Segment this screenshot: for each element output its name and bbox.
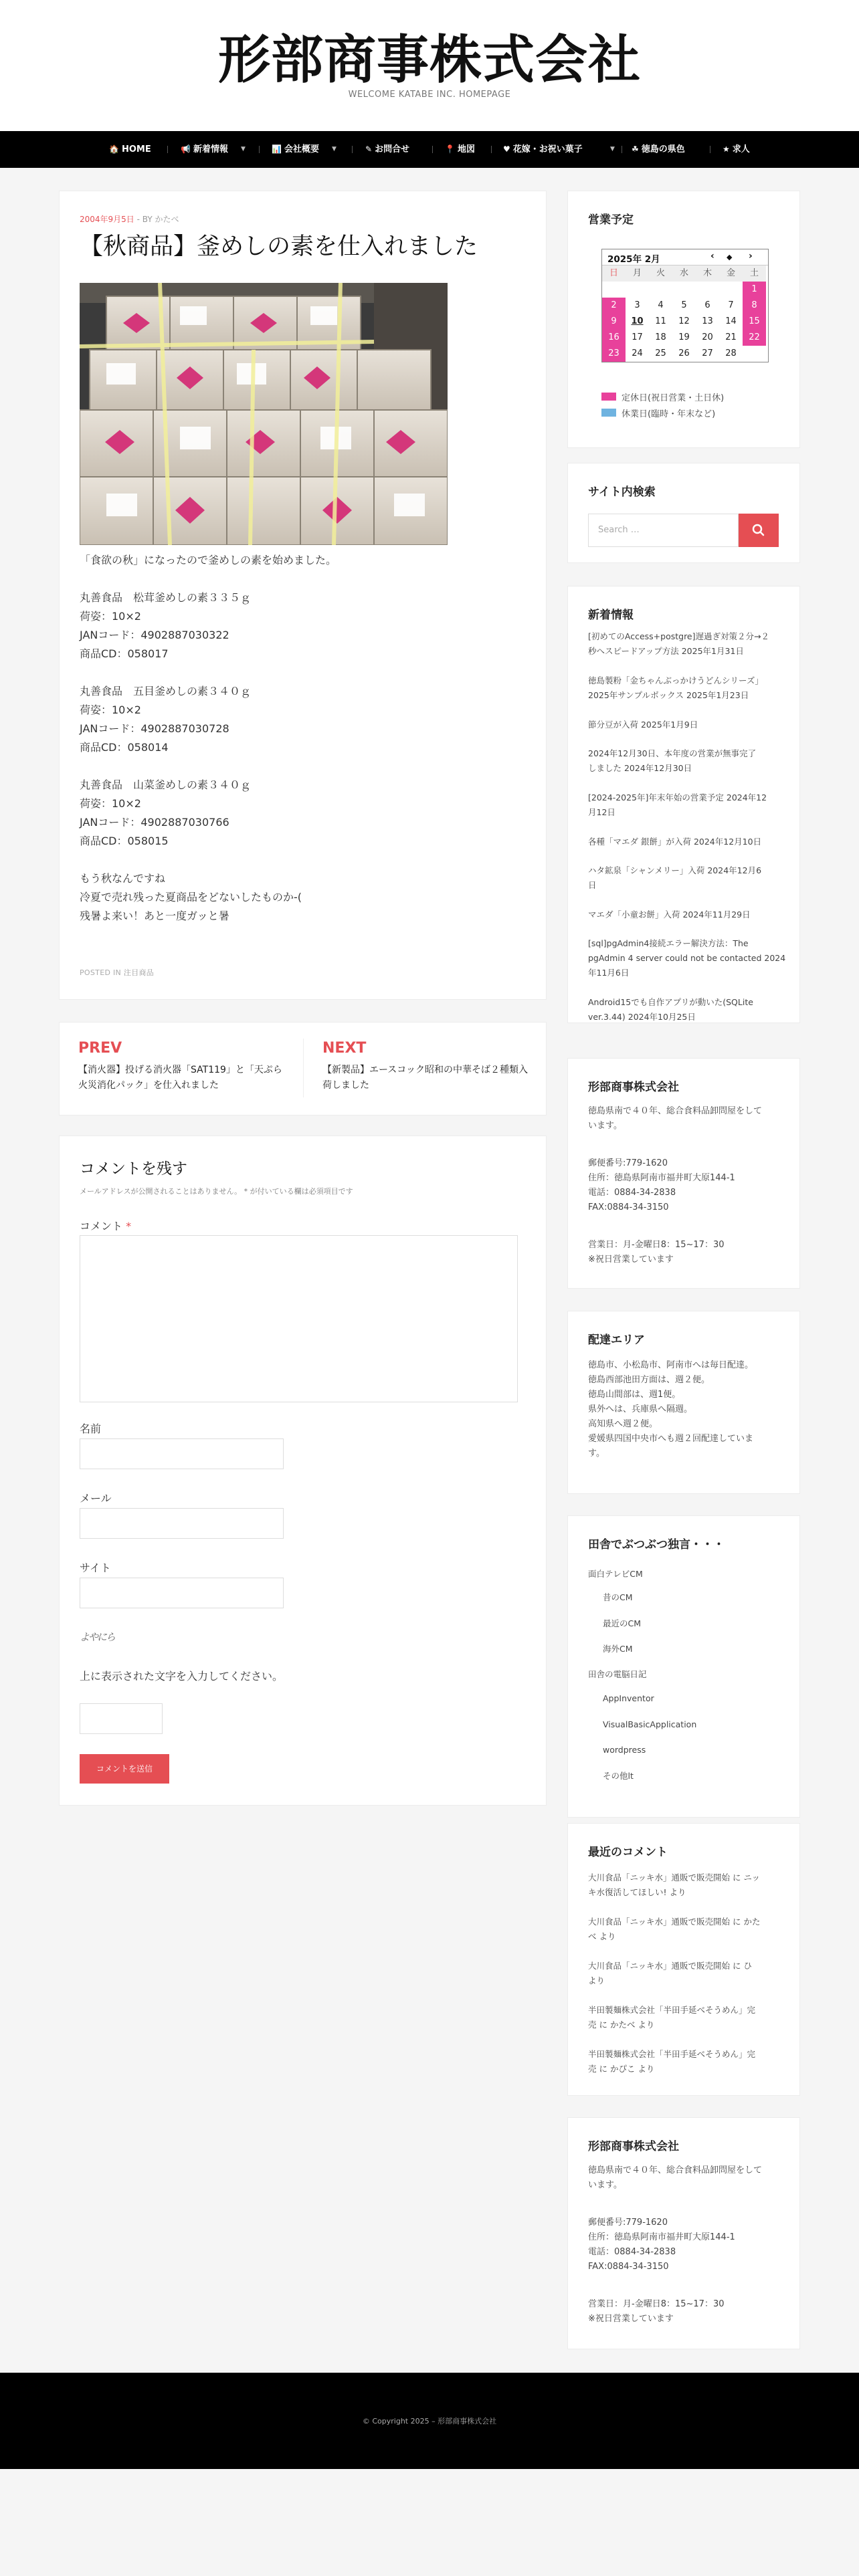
link-line: 大川食品「ニッキ水」通販で販売開始 に かた: [588, 1917, 761, 1927]
company-info-title: 形部商事株式会社: [588, 1081, 679, 1094]
calendar-day[interactable]: 5: [681, 300, 687, 310]
recent-comment-link[interactable]: [588, 1959, 789, 1988]
fax: FAX:0884-34-3150: [588, 2262, 669, 2272]
recent-comments-title: 最近のコメント: [588, 1846, 668, 1859]
leaf-icon: ☘: [632, 144, 639, 154]
calendar-day[interactable]: 11: [655, 316, 666, 326]
recent-post-link[interactable]: [588, 790, 789, 820]
calendar-day[interactable]: 27: [702, 348, 713, 358]
calendar-widget: [567, 191, 800, 448]
post-meta: 2004年9月5日 - BY かたべ: [80, 215, 179, 224]
recent-post-link[interactable]: [588, 907, 789, 922]
calendar-day[interactable]: 23: [602, 346, 626, 362]
post-text-line: 冷夏で売れ残った夏商品をどないしたものか-(: [80, 891, 302, 903]
blog-categories-widget: [567, 1515, 800, 1818]
post-image-boxes-photo: [80, 283, 448, 545]
calendar-week: [602, 298, 768, 314]
nav-label: 新着情報: [193, 144, 228, 154]
nav-item-recruit[interactable]: [723, 131, 750, 168]
post-text-line: JANコード：4902887030766: [80, 816, 229, 829]
link-line: 節分豆が入荷 2025年1月9日: [588, 720, 698, 730]
category-overseas-cm[interactable]: 海外CM: [603, 1644, 633, 1654]
link-line: [2024-2025年]年末年始の営業予定 2024年12: [588, 792, 767, 802]
comment-label-text: コメント: [80, 1220, 123, 1232]
nav-item-contact[interactable]: [365, 131, 409, 168]
calendar-week: [602, 346, 768, 362]
calendar-next-icon[interactable]: ›: [749, 251, 753, 261]
website-field[interactable]: [80, 1578, 284, 1608]
site-tagline: WELCOME KATABE INC. HOMEPAGE: [348, 90, 511, 100]
calendar-empty-cell: [719, 282, 743, 298]
recent-post-link[interactable]: [588, 746, 789, 776]
nav-label: 会社概要: [284, 144, 319, 154]
prev-post-label[interactable]: PREV: [78, 1040, 122, 1057]
recent-posts-title: 新着情報: [588, 609, 634, 622]
calendar-day[interactable]: 20: [702, 332, 713, 342]
link-line: 2025年サンプルボックス 2025年1月23日: [588, 690, 749, 700]
cardboard-boxes-image: [80, 283, 448, 545]
text-line: 徳島山間部は、週1便。: [588, 1390, 681, 1400]
blog-categories-title: 田舎でぶつぶつ独言・・・: [588, 1538, 725, 1551]
comment-form-note: メールアドレスが公開されることはありません。 * が付いている欄は必須項目です: [80, 1187, 353, 1196]
calendar-weekday: 金: [719, 265, 743, 282]
recent-comment-link[interactable]: [588, 2047, 789, 2076]
nav-divider: [491, 146, 492, 153]
post-category-link[interactable]: 注目商品: [123, 968, 155, 977]
calendar-empty-cell: [602, 282, 626, 298]
nav-item-tokushima-color[interactable]: [632, 131, 685, 168]
calendar-day[interactable]: 25: [655, 348, 666, 358]
recent-post-link[interactable]: [588, 629, 789, 659]
link-line: 大川食品「ニッキ水」通販で販売開始 に ニッ: [588, 1872, 760, 1883]
postal-code: 郵便番号:779-1620: [588, 2218, 668, 2228]
calendar-weekday: 日: [602, 265, 626, 282]
search-button[interactable]: [739, 514, 779, 547]
calendar-day[interactable]: 3: [634, 300, 640, 310]
text-line: 営業日：月-金曜日8：15~17：30: [588, 1240, 725, 1250]
post-paragraph: [80, 588, 541, 663]
calendar-weekday: 月: [626, 265, 649, 282]
post-paragraph: [80, 776, 541, 851]
calendar-day[interactable]: 10: [631, 316, 644, 326]
calendar-day[interactable]: 9: [602, 314, 626, 330]
category-wordpress[interactable]: wordpress: [603, 1745, 646, 1755]
calendar-weekday: 木: [696, 265, 719, 282]
post-text-line: 丸善食品 松茸釜めしの素３３５ｇ: [80, 591, 252, 604]
recent-post-link[interactable]: [588, 936, 789, 980]
post-text-line: 残暑よ来い！あと一度ガッと暑: [80, 909, 229, 922]
link-line: 半田製麺株式会社「半田手延べそうめん」完: [588, 2005, 756, 2015]
post-nav-divider: [303, 1039, 304, 1097]
text-line: す。: [588, 1448, 605, 1459]
megaphone-icon: 📢: [181, 144, 191, 154]
post-paragraph: [80, 869, 541, 926]
post-paragraph: [80, 682, 541, 757]
nav-item-map[interactable]: [445, 131, 475, 168]
chevron-down-icon[interactable]: ▼: [332, 146, 337, 152]
link-line: 売 に かたべ より: [588, 2020, 655, 2030]
calendar-grid: [602, 282, 768, 362]
email-label: メール: [80, 1492, 112, 1505]
posted-in-label: POSTED IN: [80, 968, 122, 977]
text-line: います。: [588, 2180, 622, 2190]
name-label: 名前: [80, 1422, 102, 1435]
recent-posts-widget: [567, 586, 800, 1023]
calendar-day[interactable]: 2: [602, 298, 626, 314]
calendar-empty-cell: [626, 282, 649, 298]
recent-post-link[interactable]: [588, 835, 789, 849]
company-intro: [588, 2163, 762, 2193]
phone: 電話：0884-34-2838: [588, 1188, 676, 1198]
calendar-empty-cell: [696, 282, 719, 298]
nav-label: 花嫁・お祝い菓子: [512, 144, 583, 154]
search-input[interactable]: Search …: [588, 514, 739, 547]
email-field[interactable]: [80, 1508, 284, 1539]
text-line: 徳島県南で４０年、総合食料品卸問屋をして: [588, 2165, 763, 2175]
post-text-line: もう秋なんですね: [80, 872, 166, 885]
link-line: 大川食品「ニッキ水」通販で販売開始 に ひ: [588, 1961, 752, 1971]
calendar-empty-cell: [649, 282, 672, 298]
company-address: [588, 2216, 735, 2274]
chevron-down-icon[interactable]: ▼: [610, 146, 615, 152]
fax: FAX:0884-34-3150: [588, 1202, 669, 1212]
category-other[interactable]: その他lt: [603, 1771, 634, 1781]
pencil-icon: ✎: [365, 144, 373, 154]
calendar-day[interactable]: 17: [632, 332, 643, 342]
recent-post-link[interactable]: [588, 863, 789, 893]
recent-comment-link[interactable]: [588, 1870, 789, 1900]
recent-post-link[interactable]: [588, 673, 789, 703]
next-post-label[interactable]: NEXT: [322, 1040, 367, 1057]
link-line: 秒へスピードアップ方法 2025年1月31日: [588, 646, 744, 656]
link-line: ver.3.44) 2024年10月25日: [588, 1012, 696, 1022]
link-line: 各種「マエダ 銀餅」が入荷 2024年12月10日: [588, 837, 762, 847]
site-header: [0, 0, 859, 131]
category-vba[interactable]: VisualBasicApplication: [603, 1719, 697, 1729]
calendar-day[interactable]: 7: [728, 300, 734, 310]
calendar-prev-icon[interactable]: ‹: [710, 251, 714, 261]
link-line: キ水復活してほしい! より: [588, 1887, 686, 1897]
company-intro: [588, 1104, 762, 1134]
calendar-title: 営業予定: [588, 213, 634, 227]
link-line: 売 に かぴこ より: [588, 2064, 655, 2074]
post-text-line: 「食欲の秋」になったので釜めしの素を始めました。: [80, 554, 337, 566]
address: 住所：徳島県阿南市福井町大原144-1: [588, 1173, 735, 1183]
post-title: 【秋商品】釜めしの素を仕入れました: [80, 233, 478, 260]
delivery-area-text: [588, 1358, 753, 1461]
nav-label: HOME: [121, 144, 151, 154]
post-date[interactable]: 2004年9月5日: [80, 215, 134, 224]
nav-label: お問合せ: [375, 144, 410, 154]
calendar-weekday: 火: [649, 265, 672, 282]
recent-comments-widget: [567, 1823, 800, 2096]
post-author[interactable]: BY かたべ: [142, 215, 179, 224]
chevron-down-icon[interactable]: ▼: [241, 146, 246, 152]
submit-comment-button[interactable]: コメントを送信: [80, 1754, 169, 1784]
post-text-line: 荷姿：10×2: [80, 610, 141, 623]
chart-icon: 📊: [272, 144, 282, 154]
recent-post-link[interactable]: [588, 718, 789, 732]
link-line: より: [588, 1975, 605, 1985]
link-line: ハタ鉱泉「シャンメリー」入荷 2024年12月6: [588, 865, 762, 875]
post-text-line: 荷姿：10×2: [80, 797, 141, 810]
captcha-image: よやにら: [80, 1631, 115, 1643]
link-line: 年11月6日: [588, 968, 630, 978]
post-text-line: JANコード：4902887030322: [80, 629, 229, 641]
nav-label: 徳島の県色: [641, 144, 685, 154]
link-line: しました 2024年12月30日: [588, 763, 692, 773]
business-calendar: [601, 249, 769, 362]
category-rural-diary[interactable]: 田舎の電脳日記: [588, 1669, 647, 1679]
calendar-day[interactable]: 1: [743, 282, 766, 298]
comment-form-title: コメントを残す: [80, 1160, 187, 1178]
article-card: [59, 191, 547, 1000]
calendar-day[interactable]: 16: [602, 330, 626, 346]
required-mark: *: [126, 1220, 132, 1232]
link-line: [初めてのAccess+postgre]遅過ぎ対策２分→２: [588, 631, 769, 641]
site-title[interactable]: 形部商事株式会社: [217, 30, 641, 90]
holiday-legend-swatch: [601, 393, 616, 401]
calendar-week: [602, 330, 768, 346]
post-navigation: [59, 1022, 547, 1115]
search-widget: [567, 463, 800, 563]
business-hours: [588, 2297, 724, 2327]
post-text-line: JANコード：4902887030728: [80, 722, 229, 735]
map-pin-icon: 📍: [445, 144, 455, 154]
nav-item-company[interactable]: [272, 131, 319, 168]
search-widget-title: サイト内検索: [588, 486, 656, 499]
calendar-month: 2025年 2月: [607, 254, 660, 265]
calendar-day[interactable]: 13: [702, 316, 713, 326]
calendar-day[interactable]: 14: [725, 316, 737, 326]
link-line: 日: [588, 880, 597, 890]
postal-code: 郵便番号:779-1620: [588, 1158, 668, 1168]
calendar-weekday-row: [602, 265, 768, 282]
post-text-line: 商品CD：058017: [80, 647, 169, 660]
calendar-empty-cell: [743, 346, 766, 362]
calendar-day[interactable]: 22: [743, 330, 766, 346]
text-line: 高知県へ週２便。: [588, 1419, 658, 1429]
text-line: ※祝日営業しています: [588, 1255, 674, 1265]
calendar-header: [602, 249, 768, 265]
calendar-today-icon[interactable]: ◆: [727, 253, 733, 261]
post-text-line: 荷姿：10×2: [80, 704, 141, 716]
text-line: 県外へは、兵庫県へ隔週。: [588, 1404, 693, 1414]
category-old-cm[interactable]: 昔のCM: [603, 1592, 633, 1602]
captcha-instruction: 上に表示された文字を入力してください。: [80, 1670, 284, 1683]
text-line: 徳島市、小松島市、阿南市へは毎日配達。: [588, 1360, 754, 1370]
link-line: pgAdmin 4 server could not be contacted 2024: [588, 953, 786, 963]
comment-form-card: [59, 1136, 547, 1806]
calendar-empty-cell: [672, 282, 696, 298]
calendar-day[interactable]: 28: [725, 348, 737, 358]
phone: 電話：0884-34-2838: [588, 2247, 676, 2257]
text-line: 愛媛県四国中央市へも週２回配達していま: [588, 1434, 754, 1444]
company-address: [588, 1156, 735, 1215]
star-icon: ★: [723, 144, 730, 154]
closed-legend-label: 休業日(臨時・年末など): [622, 409, 716, 419]
calendar-day[interactable]: 21: [725, 332, 737, 342]
post-text-line: 丸善食品 山菜釜めしの素３４０ｇ: [80, 778, 252, 791]
link-line: 2024年12月30日、本年度の営業が無事完了: [588, 748, 757, 758]
link-line: 徳島製粉「金ちゃんぶっかけうどんシリーズ」: [588, 675, 763, 685]
link-line: 半田製麺株式会社「半田手延べそうめん」完: [588, 2049, 756, 2059]
link-line: べ より: [588, 1931, 616, 1941]
calendar-day[interactable]: 19: [678, 332, 690, 342]
heart-icon: ♥: [503, 144, 510, 154]
calendar-day[interactable]: 15: [743, 314, 766, 330]
recent-comment-link[interactable]: [588, 2003, 789, 2032]
address: 住所：徳島県阿南市福井町大原144-1: [588, 2232, 735, 2242]
recent-comment-link[interactable]: [588, 1915, 789, 1944]
main-navigation: [0, 131, 859, 168]
search-icon: [739, 514, 779, 547]
calendar-weekday: 水: [672, 265, 696, 282]
calendar-week: [602, 314, 768, 330]
recent-post-link[interactable]: [588, 995, 789, 1025]
link-line: [sql]pgAdmin4接続エラー解決方法：The: [588, 938, 749, 948]
captcha-input[interactable]: [80, 1703, 163, 1734]
text-line: 営業日：月-金曜日8：15~17：30: [588, 2299, 725, 2309]
comment-label: [80, 1218, 131, 1233]
calendar-week: [602, 282, 768, 298]
nav-label: 求人: [732, 144, 750, 154]
calendar-day[interactable]: 8: [743, 298, 766, 314]
holiday-legend-label: 定休日(祝日営業・土日休): [622, 393, 725, 403]
calendar-day[interactable]: 6: [704, 300, 710, 310]
home-icon: 🏠: [109, 144, 119, 154]
calendar-day[interactable]: 4: [658, 300, 664, 310]
delivery-area-title: 配達エリア: [588, 1333, 645, 1347]
closed-legend-swatch: [601, 409, 616, 417]
calendar-weekday: 土: [743, 265, 766, 282]
site-label: サイト: [80, 1562, 111, 1574]
nav-divider: [167, 146, 168, 153]
post-text-line: 商品CD：058014: [80, 741, 169, 754]
nav-divider: [352, 146, 353, 153]
company-info-widget-2: [567, 2117, 800, 2349]
link-line: 月12日: [588, 807, 615, 817]
site-footer: [0, 2373, 859, 2469]
post-paragraph: [80, 551, 541, 570]
comment-textarea[interactable]: [80, 1235, 518, 1402]
category-appinventor[interactable]: AppInventor: [603, 1693, 654, 1703]
calendar-day[interactable]: 12: [678, 316, 690, 326]
text-line: ※祝日営業しています: [588, 2314, 674, 2324]
nav-item-wedding-sweets[interactable]: [503, 131, 583, 168]
text-line: 徳島県南で４０年、総合食料品卸問屋をして: [588, 1106, 763, 1116]
calendar-day[interactable]: 18: [655, 332, 666, 342]
copyright-text: © Copyright 2025 – 形部商事株式会社: [362, 2417, 497, 2426]
company-info-widget: [567, 1058, 800, 1289]
link-line: マエダ「小童お餅」入荷 2024年11月29日: [588, 909, 751, 920]
text-line: います。: [588, 1121, 622, 1131]
nav-item-news[interactable]: [181, 131, 228, 168]
post-text-line: 商品CD：058015: [80, 835, 169, 847]
nav-divider: [432, 146, 433, 153]
post-body: [80, 551, 541, 944]
prev-post-link[interactable]: 【消火器】投げる消火器「SAT119」と「天ぷら火災消化パック」を仕入れました: [78, 1065, 282, 1091]
nav-item-home[interactable]: [109, 131, 151, 168]
company-info-title: 形部商事株式会社: [588, 2140, 679, 2153]
link-line: Android15でも自作アプリが動いた(SQLite: [588, 997, 753, 1007]
category-recent-cm[interactable]: 最近のCM: [603, 1618, 642, 1628]
calendar-day[interactable]: 24: [632, 348, 643, 358]
next-post-link[interactable]: 【新製品】エースコック昭和の中華そば２種類入荷しました: [322, 1065, 529, 1091]
text-line: 徳島西部池田方面は、週２便。: [588, 1375, 710, 1385]
post-footer: [80, 967, 154, 978]
delivery-area-widget: [567, 1311, 800, 1494]
nav-divider: [259, 146, 260, 153]
business-hours: [588, 1238, 724, 1267]
nav-label: 地図: [457, 144, 475, 154]
name-field[interactable]: [80, 1438, 284, 1469]
calendar-day[interactable]: 26: [678, 348, 690, 358]
category-funny-tv-cm[interactable]: 面白テレビCM: [588, 1569, 643, 1579]
post-text-line: 丸善食品 五目釜めしの素３４０ｇ: [80, 685, 252, 697]
